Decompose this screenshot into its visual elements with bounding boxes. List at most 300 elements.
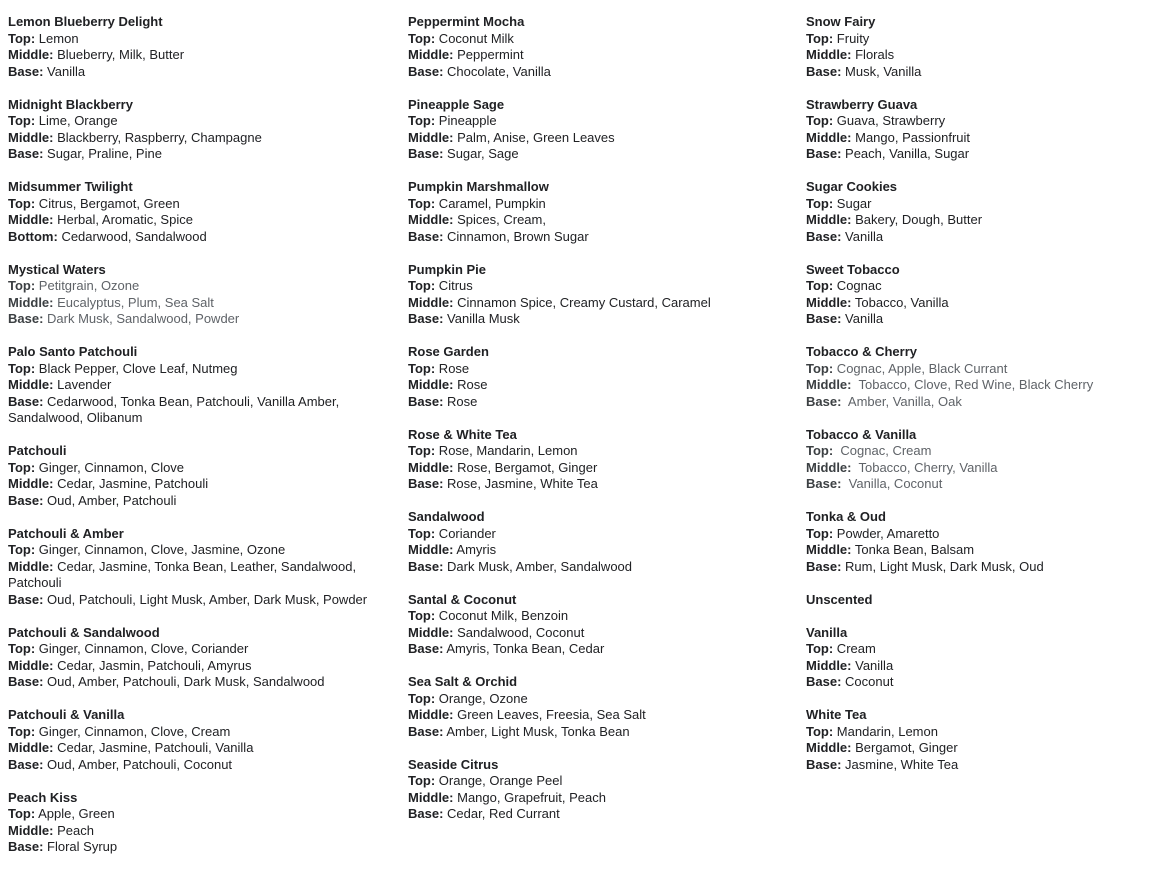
note-line <box>408 443 782 460</box>
fragrance-name: Tobacco & Cherry <box>806 344 918 359</box>
note-line <box>806 394 1150 411</box>
fragrance-name: Santal & Coconut <box>408 591 517 607</box>
note-value: Vanilla <box>851 657 894 673</box>
note-value: Oud, Amber, Patchouli, Dark Musk, Sandalwood <box>43 674 325 689</box>
note-line <box>806 295 1150 312</box>
note-label: Top: <box>408 690 436 706</box>
note-value: Orange, Ozone <box>435 690 528 706</box>
fragrance-name: Pineapple Sage <box>408 96 505 112</box>
note-value: Herbal, Aromatic, Spice <box>53 212 193 227</box>
note-line <box>408 625 782 642</box>
note-value: Oud, Amber, Patchouli <box>43 492 177 508</box>
note-value: Citrus, Bergamot, Green <box>35 195 180 211</box>
note-label: Top: <box>8 113 36 128</box>
note-label: Top: <box>8 278 36 293</box>
fragrance-name: Vanilla <box>806 624 848 640</box>
note-value: Cedarwood, Tonka Bean, Patchouli, Vanilla Amber, Sandalwood, Olibanum <box>8 393 343 425</box>
note-value: Vanilla Musk <box>443 311 520 326</box>
note-label: Top: <box>8 542 36 557</box>
note-label: Middle: <box>8 558 54 574</box>
note-line <box>8 394 384 427</box>
note-value: Rose <box>435 360 470 376</box>
note-value: Amyris <box>453 542 497 557</box>
note-value: Coconut <box>841 674 894 689</box>
note-line <box>8 823 384 840</box>
note-line <box>408 691 782 708</box>
note-value: Chocolate, Vanilla <box>443 63 551 79</box>
note-line <box>408 641 782 658</box>
fragrance-name: Pumpkin Pie <box>408 261 487 277</box>
note-label: Middle: <box>806 377 852 392</box>
note-value: Guava, Strawberry <box>833 113 946 128</box>
note-line <box>806 47 1150 64</box>
note-value: Cedar, Jasmine, Patchouli <box>53 476 209 491</box>
note-value: Dark Musk, Amber, Sandalwood <box>443 558 633 574</box>
note-line <box>408 559 782 576</box>
note-value: Vanilla <box>841 311 884 326</box>
fragrance-entry <box>8 790 384 856</box>
note-line <box>8 47 384 64</box>
note-line <box>408 295 782 312</box>
note-value: Mandarin, Lemon <box>833 723 938 739</box>
note-value: Sandalwood, Coconut <box>453 624 585 640</box>
note-label: Middle: <box>8 657 54 673</box>
note-label: Top: <box>8 641 36 656</box>
fragrance-entry <box>408 509 782 575</box>
note-label: Top: <box>8 459 36 475</box>
note-line <box>8 476 384 493</box>
fragrance-name: Sea Salt & Orchid <box>408 674 518 689</box>
note-line <box>8 592 384 609</box>
note-value: Green Leaves, Freesia, Sea Salt <box>453 707 646 722</box>
note-line <box>408 130 782 147</box>
note-line <box>8 196 384 213</box>
fragrance-entry <box>806 262 1150 328</box>
note-label: Middle: <box>8 476 54 491</box>
note-line <box>408 229 782 246</box>
fragrance-entry <box>408 179 782 245</box>
note-line <box>408 773 782 790</box>
note-line <box>806 757 1150 774</box>
note-line <box>8 559 384 592</box>
fragrance-entry <box>408 344 782 410</box>
fragrance-name: Snow Fairy <box>806 14 876 29</box>
note-line <box>806 130 1150 147</box>
column-1 <box>8 14 408 872</box>
note-label: Middle: <box>8 740 54 755</box>
note-line <box>806 542 1150 559</box>
note-line <box>806 31 1150 48</box>
note-line <box>8 806 384 823</box>
note-value: Coriander <box>435 525 496 541</box>
note-line <box>806 460 1150 477</box>
note-label: Bottom: <box>8 228 58 244</box>
note-value: Tobacco, Vanilla <box>851 294 949 310</box>
note-label: Middle: <box>8 294 54 310</box>
note-line <box>408 806 782 823</box>
fragrance-name: Patchouli & Sandalwood <box>8 624 160 640</box>
note-value: Vanilla, Coconut <box>841 476 943 491</box>
note-value: Jasmine, White Tea <box>841 756 959 772</box>
note-label: Middle: <box>806 740 852 755</box>
note-value: Cedar, Jasmine, Tonka Bean, Leather, Sandalwood, Patchouli <box>8 558 360 590</box>
note-line <box>8 64 384 81</box>
note-value: Cedarwood, Sandalwood <box>57 228 207 244</box>
note-value: Apple, Green <box>35 806 115 821</box>
note-label: Top: <box>806 525 834 541</box>
column-3 <box>806 14 1154 790</box>
note-value: Black Pepper, Clove Leaf, Nutmeg <box>35 360 238 376</box>
fragrance-name: Rose Garden <box>408 344 489 359</box>
note-label: Middle: <box>8 822 54 838</box>
note-value: Rose, Bergamot, Ginger <box>453 459 598 475</box>
note-line <box>408 394 782 411</box>
note-line <box>8 674 384 691</box>
note-label: Middle: <box>408 542 454 557</box>
note-label: Middle: <box>806 657 852 673</box>
note-label: Top: <box>806 723 834 739</box>
note-line <box>8 839 384 856</box>
fragrance-name: Midnight Blackberry <box>8 96 133 112</box>
note-value: Citrus <box>435 278 473 293</box>
fragrance-name: Peppermint Mocha <box>408 14 525 29</box>
fragrance-name: Palo Santo Patchouli <box>8 344 138 359</box>
note-label: Top: <box>806 443 834 458</box>
note-label: Top: <box>408 113 436 128</box>
note-label: Base: <box>806 674 842 689</box>
note-label: Base: <box>408 146 444 161</box>
note-label: Top: <box>806 641 834 656</box>
note-value: Musk, Vanilla <box>841 63 922 79</box>
note-line <box>8 212 384 229</box>
note-value: Rose, Jasmine, White Tea <box>443 476 598 491</box>
note-value: Vanilla <box>841 228 884 244</box>
note-value: Cedar, Jasmine, Patchouli, Vanilla <box>53 740 254 755</box>
note-label: Base: <box>806 63 842 79</box>
note-label: Base: <box>408 228 444 244</box>
note-line <box>806 229 1150 246</box>
note-label: Base: <box>806 228 842 244</box>
note-label: Middle: <box>806 294 852 310</box>
note-label: Base: <box>8 674 44 689</box>
note-value: Lime, Orange <box>35 113 118 128</box>
note-value: Blackberry, Raspberry, Champagne <box>53 129 262 145</box>
note-value: Sugar, Praline, Pine <box>43 146 162 161</box>
note-label: Base: <box>8 839 44 854</box>
note-value: Oud, Amber, Patchouli, Coconut <box>43 756 233 772</box>
fragrance-name: Sugar Cookies <box>806 179 898 194</box>
note-line <box>8 31 384 48</box>
note-line <box>8 113 384 130</box>
fragrance-entry <box>408 592 782 658</box>
fragrance-name: Midsummer Twilight <box>8 179 133 194</box>
note-value: Mango, Grapefruit, Peach <box>453 789 606 805</box>
fragrance-entry <box>8 14 384 80</box>
note-label: Middle: <box>408 377 454 392</box>
note-line <box>8 377 384 394</box>
fragrance-entry <box>8 526 384 609</box>
note-line <box>806 674 1150 691</box>
note-line <box>8 641 384 658</box>
note-label: Base: <box>408 641 444 656</box>
note-label: Base: <box>806 476 842 491</box>
note-line <box>408 790 782 807</box>
note-label: Middle: <box>8 47 54 62</box>
note-line <box>408 31 782 48</box>
note-label: Base: <box>8 756 44 772</box>
fragrance-entry <box>408 427 782 493</box>
note-label: Base: <box>8 146 44 161</box>
fragrance-entry <box>806 97 1150 163</box>
note-value: Oud, Patchouli, Light Musk, Amber, Dark Musk, Powder <box>43 591 368 607</box>
fragrance-entry <box>806 625 1150 691</box>
note-line <box>806 641 1150 658</box>
note-value: Blueberry, Milk, Butter <box>53 47 185 62</box>
note-value: Tobacco, Cherry, Vanilla <box>851 459 998 475</box>
note-value: Eucalyptus, Plum, Sea Salt <box>53 294 214 310</box>
fragrance-name: Sandalwood <box>408 509 485 524</box>
note-line <box>8 757 384 774</box>
note-line <box>408 311 782 328</box>
note-label: Middle: <box>408 47 454 62</box>
fragrance-entry <box>8 625 384 691</box>
note-value: Coconut Milk <box>435 30 514 46</box>
note-label: Base: <box>806 558 842 574</box>
fragrance-columns <box>8 14 1154 872</box>
note-label: Middle: <box>8 129 54 145</box>
note-label: Base: <box>408 311 444 326</box>
fragrance-entry <box>806 509 1150 575</box>
note-label: Top: <box>408 195 436 211</box>
note-line <box>8 724 384 741</box>
note-value: Amyris, Tonka Bean, Cedar <box>443 641 605 656</box>
fragrance-entry <box>8 97 384 163</box>
note-label: Base: <box>408 558 444 574</box>
note-value: Coconut Milk, Benzoin <box>435 608 569 623</box>
note-label: Base: <box>408 63 444 79</box>
note-value: Orange, Orange Peel <box>435 773 563 788</box>
note-value: Lemon <box>35 30 79 46</box>
note-label: Top: <box>806 360 834 376</box>
fragrance-entry <box>806 344 1150 410</box>
note-value: Lavender <box>53 377 112 392</box>
fragrance-name: Unscented <box>806 591 873 607</box>
note-line <box>8 658 384 675</box>
note-label: Middle: <box>806 542 852 557</box>
fragrance-name: Patchouli & Vanilla <box>8 707 125 722</box>
note-line <box>806 278 1150 295</box>
note-value: Vanilla <box>43 63 86 79</box>
note-value: Ginger, Cinnamon, Clove, Cream <box>35 723 231 739</box>
note-line <box>408 64 782 81</box>
note-value: Pineapple <box>435 113 497 128</box>
note-line <box>8 460 384 477</box>
note-value: Sugar <box>833 195 872 211</box>
fragrance-entry <box>806 592 1150 609</box>
note-value: Caramel, Pumpkin <box>435 195 546 211</box>
fragrance-entry <box>408 97 782 163</box>
note-line <box>8 361 384 378</box>
note-value: Bergamot, Ginger <box>851 740 958 755</box>
note-value: Peach <box>53 822 94 838</box>
note-label: Middle: <box>408 789 454 805</box>
fragrance-entry <box>806 707 1150 773</box>
note-label: Middle: <box>806 212 852 227</box>
note-line <box>8 740 384 757</box>
note-label: Base: <box>408 393 444 409</box>
note-value: Cinnamon Spice, Creamy Custard, Caramel <box>453 294 711 310</box>
note-value: Amber, Vanilla, Oak <box>841 393 962 409</box>
note-line <box>8 278 384 295</box>
note-line <box>408 542 782 559</box>
fragrance-name: Sweet Tobacco <box>806 261 900 277</box>
note-label: Top: <box>408 443 436 458</box>
note-label: Base: <box>8 393 44 409</box>
note-label: Middle: <box>8 377 54 392</box>
note-label: Middle: <box>806 47 852 62</box>
note-line <box>806 443 1150 460</box>
fragrance-name: White Tea <box>806 707 867 722</box>
note-label: Top: <box>408 30 436 46</box>
note-label: Top: <box>408 360 436 376</box>
note-label: Base: <box>806 146 842 161</box>
note-label: Middle: <box>408 624 454 640</box>
fragrance-entry <box>408 14 782 80</box>
fragrance-name: Patchouli & Amber <box>8 525 124 541</box>
note-label: Top: <box>8 723 36 739</box>
note-value: Cognac, Apple, Black Currant <box>833 360 1008 376</box>
note-line <box>408 146 782 163</box>
note-label: Middle: <box>806 459 852 475</box>
note-line <box>408 476 782 493</box>
note-line <box>806 311 1150 328</box>
fragrance-entry <box>8 443 384 509</box>
note-label: Middle: <box>408 212 454 227</box>
note-line <box>806 212 1150 229</box>
note-label: Top: <box>408 773 436 788</box>
note-label: Middle: <box>8 212 54 227</box>
fragrance-name: Peach Kiss <box>8 789 78 805</box>
fragrance-entry <box>408 757 782 823</box>
note-label: Top: <box>8 360 36 376</box>
note-label: Middle: <box>408 129 454 145</box>
note-label: Top: <box>806 113 834 128</box>
note-label: Top: <box>806 278 834 293</box>
note-line <box>408 707 782 724</box>
note-line <box>408 377 782 394</box>
fragrance-name: Pumpkin Marshmallow <box>408 179 549 194</box>
note-value: Petitgrain, Ozone <box>35 278 140 293</box>
note-line <box>8 493 384 510</box>
note-value: Florals <box>851 47 895 62</box>
note-line <box>408 47 782 64</box>
note-line <box>8 146 384 163</box>
note-label: Base: <box>408 806 444 821</box>
note-line <box>806 377 1150 394</box>
note-label: Middle: <box>806 129 852 145</box>
note-line <box>806 196 1150 213</box>
note-label: Top: <box>8 30 36 46</box>
note-line <box>408 113 782 130</box>
fragrance-entry <box>408 262 782 328</box>
note-label: Base: <box>8 63 44 79</box>
fragrance-name: Rose & White Tea <box>408 426 517 442</box>
note-value: Cinnamon, Brown Sugar <box>443 228 589 244</box>
note-value: Dark Musk, Sandalwood, Powder <box>43 311 240 326</box>
fragrance-name: Strawberry Guava <box>806 96 918 112</box>
note-line <box>806 476 1150 493</box>
note-line <box>408 724 782 741</box>
note-label: Top: <box>8 195 36 211</box>
note-line <box>8 295 384 312</box>
note-value: Cream <box>833 641 876 656</box>
fragrance-name: Tonka & Oud <box>806 509 886 524</box>
note-label: Base: <box>408 476 444 491</box>
fragrance-entry <box>806 179 1150 245</box>
note-line <box>806 64 1150 81</box>
note-line <box>8 542 384 559</box>
note-value: Tonka Bean, Balsam <box>851 542 975 557</box>
note-line <box>806 724 1150 741</box>
note-value: Rose <box>443 393 478 409</box>
note-label: Middle: <box>408 707 454 722</box>
note-label: Top: <box>806 195 834 211</box>
note-value: Rum, Light Musk, Dark Musk, Oud <box>841 558 1044 574</box>
note-line <box>8 130 384 147</box>
note-value: Mango, Passionfruit <box>851 129 971 145</box>
note-line <box>806 113 1150 130</box>
column-2 <box>408 14 806 839</box>
note-line <box>8 311 384 328</box>
note-label: Top: <box>408 608 436 623</box>
note-line <box>408 278 782 295</box>
note-label: Base: <box>806 393 842 409</box>
fragrance-entry <box>408 674 782 740</box>
note-line <box>408 460 782 477</box>
note-value: Cognac, Cream <box>833 443 932 458</box>
note-value: Floral Syrup <box>43 839 118 854</box>
fragrance-entry <box>8 179 384 245</box>
note-value: Cedar, Jasmin, Patchouli, Amyrus <box>53 657 252 673</box>
note-label: Base: <box>806 311 842 326</box>
fragrance-entry <box>8 344 384 427</box>
note-line <box>408 212 782 229</box>
note-label: Base: <box>8 492 44 508</box>
note-value: Sugar, Sage <box>443 146 519 161</box>
fragrance-name: Seaside Citrus <box>408 756 499 772</box>
note-line <box>8 229 384 246</box>
note-line <box>408 526 782 543</box>
note-value: Peach, Vanilla, Sugar <box>841 146 970 161</box>
note-value: Cedar, Red Currant <box>443 806 560 821</box>
note-line <box>408 361 782 378</box>
note-value: Ginger, Cinnamon, Clove, Jasmine, Ozone <box>35 542 286 557</box>
fragrance-entry <box>8 707 384 773</box>
note-value: Bakery, Dough, Butter <box>851 212 983 227</box>
note-label: Top: <box>408 525 436 541</box>
fragrance-name: Lemon Blueberry Delight <box>8 14 163 29</box>
fragrance-name: Patchouli <box>8 443 67 458</box>
note-label: Top: <box>408 278 436 293</box>
note-value: Fruity <box>833 30 870 46</box>
note-label: Top: <box>806 30 834 46</box>
note-line <box>806 559 1150 576</box>
note-label: Base: <box>408 723 444 739</box>
note-line <box>806 658 1150 675</box>
note-line <box>408 608 782 625</box>
note-label: Middle: <box>408 459 454 475</box>
note-label: Middle: <box>408 294 454 310</box>
